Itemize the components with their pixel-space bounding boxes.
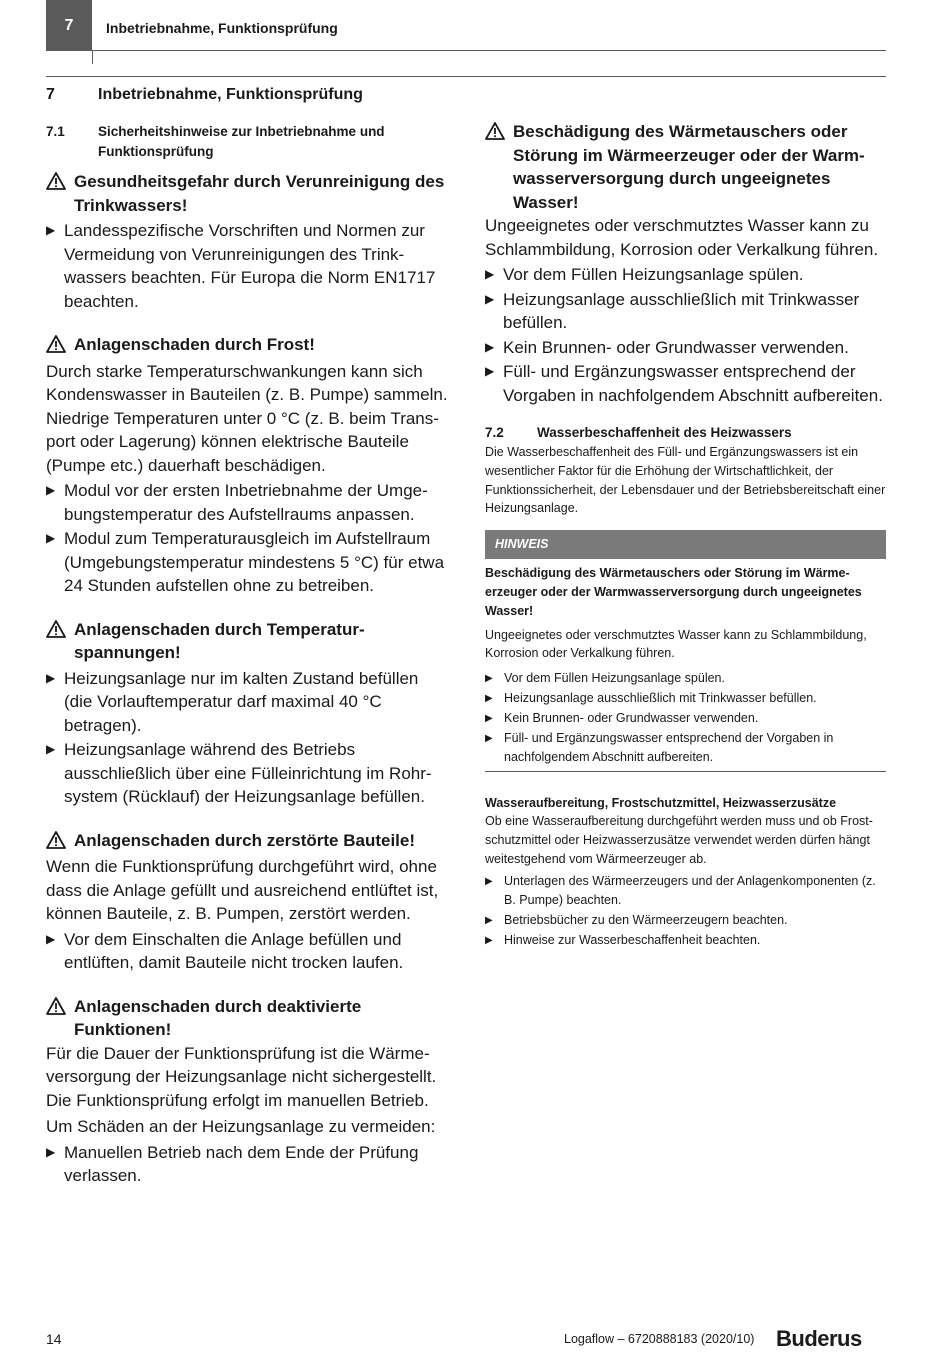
instruction-list — [46, 667, 448, 809]
list-item: ▶ Manuellen Betrieb nach dem Ende der Prüfung verlassen. — [46, 1141, 448, 1188]
list-item: ▶ Modul zum Temperaturausgleich im Aufstellraum (Umgebungstemperatur mindestens 5 °C) für etwa 24 Stunden aufstellen ohne zu betreiben. — [46, 527, 448, 598]
warning-deactivated-functions — [46, 995, 448, 1188]
arrow-right-icon: ▶ — [485, 733, 493, 745]
subheading: Wasseraufbereitung, Frostschutzmittel, Heizwasserzusätze — [485, 796, 837, 811]
arrow-right-icon: ▶ — [46, 670, 56, 685]
warning-title: Anlagenschaden durch Temperatur-spannungen! — [74, 619, 365, 662]
arrow-right-icon: ▶ — [485, 914, 493, 926]
section-title: Inbetriebnahme, Funktionsprüfung — [98, 86, 363, 103]
subsection-number: 7.1 — [46, 124, 65, 139]
notice-title: Beschädigung des Wärmetauschers oder Störung im Wärme-erzeuger oder der Warmwasserversorgung durch ungeeignetes Wasser! — [485, 566, 862, 618]
section-number: 7 — [46, 86, 55, 103]
list-item: ▶ Füll- und Ergänzungswasser entsprechend der Vorgaben in nachfolgendem Abschnitt aufbereiten. — [485, 360, 886, 407]
arrow-right-icon: ▶ — [46, 531, 56, 545]
list-item: ▶ Heizungsanlage ausschließlich mit Trinkwasser befüllen. — [485, 288, 886, 335]
list-item: ▶ Landesspezifische Vorschriften und Normen zur Vermeidung von Verunreinigungen des Trink-wassers beachten. Für Europa die Norm EN1717 beachten. — [46, 219, 448, 313]
warning-frost — [46, 333, 448, 598]
list-item: ▶ Hinweise zur Wasserbeschaffenheit beachten. — [485, 931, 886, 950]
notice-end-rule — [485, 771, 886, 772]
buderus-logo: Buderus — [776, 1326, 862, 1351]
list-item: ▶ Vor dem Einschalten die Anlage befüllen und entlüften, damit Bauteile nicht trocken laufen. — [46, 928, 448, 975]
header-rule — [92, 50, 886, 51]
notice-label: HINWEIS — [485, 530, 886, 559]
list-item: ▶ Heizungsanlage ausschließlich mit Trinkwasser befüllen. — [485, 689, 886, 708]
warning-text: Für die Dauer der Funktionsprüfung ist die Wärme-versorgung der Heizungsanlage nicht sichergestellt. Die Funktionsprüfung erfolgt im manuellen Betrieb. — [46, 1043, 437, 1110]
subsection-title: Wasserbeschaffenheit des Heizwassers — [537, 425, 792, 440]
arrow-right-icon: ▶ — [485, 934, 493, 946]
chapter-tab — [46, 0, 92, 51]
instruction-list — [485, 263, 886, 407]
arrow-right-icon: ▶ — [46, 931, 56, 946]
instruction-list — [46, 479, 448, 598]
warning-title: Beschädigung des Wärmetauschers oder Störung im Wärmeerzeuger oder der Warm-wasserversorgung durch ungeeignetes Wasser! — [513, 122, 865, 212]
warning-triangle-icon — [485, 120, 513, 214]
body-text: Ob eine Wasseraufbereitung durchgeführt werden muss und ob Frost-schutzmittel oder Heizwasserzusätze verwendet werden dürfen hängt weitestgehend vom Wärmeerzeuger ab. — [485, 814, 873, 866]
warning-text: Wenn die Funktionsprüfung durchgeführt wird, ohne dass die Anlage gefüllt und ausreichend entlüftet ist, können Bauteile, z. B. Pumpen, zerstört werden. — [46, 857, 439, 923]
body-text: Die Wasserbeschaffenheit des Füll- und Ergänzungswassers ist ein wesentlicher Faktor für die Erhöhung der Wirtschaftlichkeit, der Funktionssicherheit, der Lebensdauer und der Betriebsbereitschaft einer Heizungsanlage. — [485, 445, 886, 516]
list-item: ▶ Betriebsbücher zu den Wärmeerzeugern beachten. — [485, 911, 886, 930]
chapter-tab-tick — [92, 51, 93, 64]
list-item: ▶ Kein Brunnen- oder Grundwasser verwenden. — [485, 336, 886, 360]
subsection-number: 7.2 — [485, 425, 504, 440]
instruction-list — [485, 872, 886, 950]
arrow-right-icon: ▶ — [485, 339, 495, 354]
arrow-right-icon: ▶ — [485, 291, 495, 306]
notice-text: Ungeeignetes oder verschmutztes Wasser kann zu Schlammbildung, Korrosion oder Verkalkung führen. — [485, 627, 867, 661]
subsection-heading — [46, 122, 446, 162]
section-heading — [46, 86, 363, 104]
warning-title: Gesundheitsgefahr durch Verunreinigung des Trinkwassers! — [74, 172, 445, 215]
warning-text: Ungeeignetes oder verschmutztes Wasser kann zu Schlammbildung, Korrosion oder Verkalkung führen. — [485, 216, 879, 259]
chapter-number: 7 — [64, 16, 74, 34]
right-column — [485, 120, 886, 951]
arrow-right-icon: ▶ — [46, 1144, 56, 1159]
notice-list — [485, 669, 886, 767]
subsection-heading — [485, 425, 886, 440]
warning-title: Anlagenschaden durch zerstörte Bauteile! — [74, 830, 416, 850]
left-column — [46, 170, 448, 1208]
arrow-right-icon: ▶ — [485, 673, 493, 685]
warning-title: Anlagenschaden durch deaktivierte Funktionen! — [74, 996, 362, 1039]
instruction-list — [46, 1141, 448, 1188]
arrow-right-icon: ▶ — [46, 223, 56, 237]
list-item: ▶ Heizungsanlage nur im kalten Zustand befüllen (die Vorlauftemperatur darf maximal 40 °C betragen). — [46, 667, 448, 738]
section-water-treatment — [485, 796, 886, 949]
warning-text: Durch starke Temperaturschwankungen kann sich Kondenswasser in Bauteilen (z. B. Pumpe) sammeln. Niedrige Temperaturen unter 0 °C (z. B. beim Trans-port oder Lagerung) können elektrische Bauteile (Pumpe etc.) dauerhaft beschädigen. — [46, 361, 448, 475]
warning-thermal-stress — [46, 618, 448, 809]
warning-triangle-icon — [46, 829, 74, 856]
arrow-right-icon: ▶ — [485, 713, 493, 725]
notice-box — [485, 530, 886, 772]
instruction-list — [46, 219, 448, 313]
list-item: ▶ Kein Brunnen- oder Grundwasser verwenden. — [485, 709, 886, 728]
warning-text-secondary: Um Schäden an der Heizungsanlage zu vermeiden: — [46, 1117, 436, 1136]
document-id: Logaflow – 6720888183 (2020/10) — [564, 1332, 755, 1346]
warning-title: Anlagenschaden durch Frost! — [74, 335, 315, 354]
list-item: ▶ Füll- und Ergänzungswasser entsprechend der Vorgaben in nachfolgendem Abschnitt aufbereiten. — [485, 729, 886, 767]
arrow-right-icon: ▶ — [46, 742, 56, 756]
list-item: ▶ Modul vor der ersten Inbetriebnahme der Umge-bungstemperatur des Aufstellraums anpassen. — [46, 479, 448, 526]
warning-heat-exchanger — [485, 120, 886, 407]
arrow-right-icon: ▶ — [46, 483, 56, 497]
arrow-right-icon: ▶ — [485, 693, 493, 705]
list-item: ▶ Heizungsanlage während des Betriebs ausschließlich über eine Fülleinrichtung im Rohr-system (Rücklauf) der Heizungsanlage befüllen. — [46, 738, 448, 809]
warning-triangle-icon — [46, 618, 74, 665]
arrow-right-icon: ▶ — [485, 267, 495, 281]
list-item: ▶ Unterlagen des Wärmeerzeugers und der Anlagenkomponenten (z. B. Pumpe) beachten. — [485, 872, 886, 910]
section-water-quality — [485, 425, 886, 518]
warning-destroyed-components — [46, 829, 448, 975]
running-header-title: Inbetriebnahme, Funktionsprüfung — [106, 20, 338, 36]
arrow-right-icon: ▶ — [485, 364, 495, 378]
warning-triangle-icon — [46, 995, 74, 1042]
instruction-list — [46, 928, 448, 975]
arrow-right-icon: ▶ — [485, 875, 493, 887]
list-item: ▶ Vor dem Füllen Heizungsanlage spülen. — [485, 263, 886, 287]
warning-drinking-water — [46, 170, 448, 313]
warning-triangle-icon — [46, 333, 74, 360]
subsection-title: Sicherheitshinweise zur Inbetriebnahme und Funktionsprüfung — [98, 124, 385, 159]
warning-triangle-icon — [46, 170, 74, 217]
list-item: ▶ Vor dem Füllen Heizungsanlage spülen. — [485, 669, 886, 688]
page-number: 14 — [46, 1331, 62, 1347]
header-rule-lower — [46, 76, 886, 77]
